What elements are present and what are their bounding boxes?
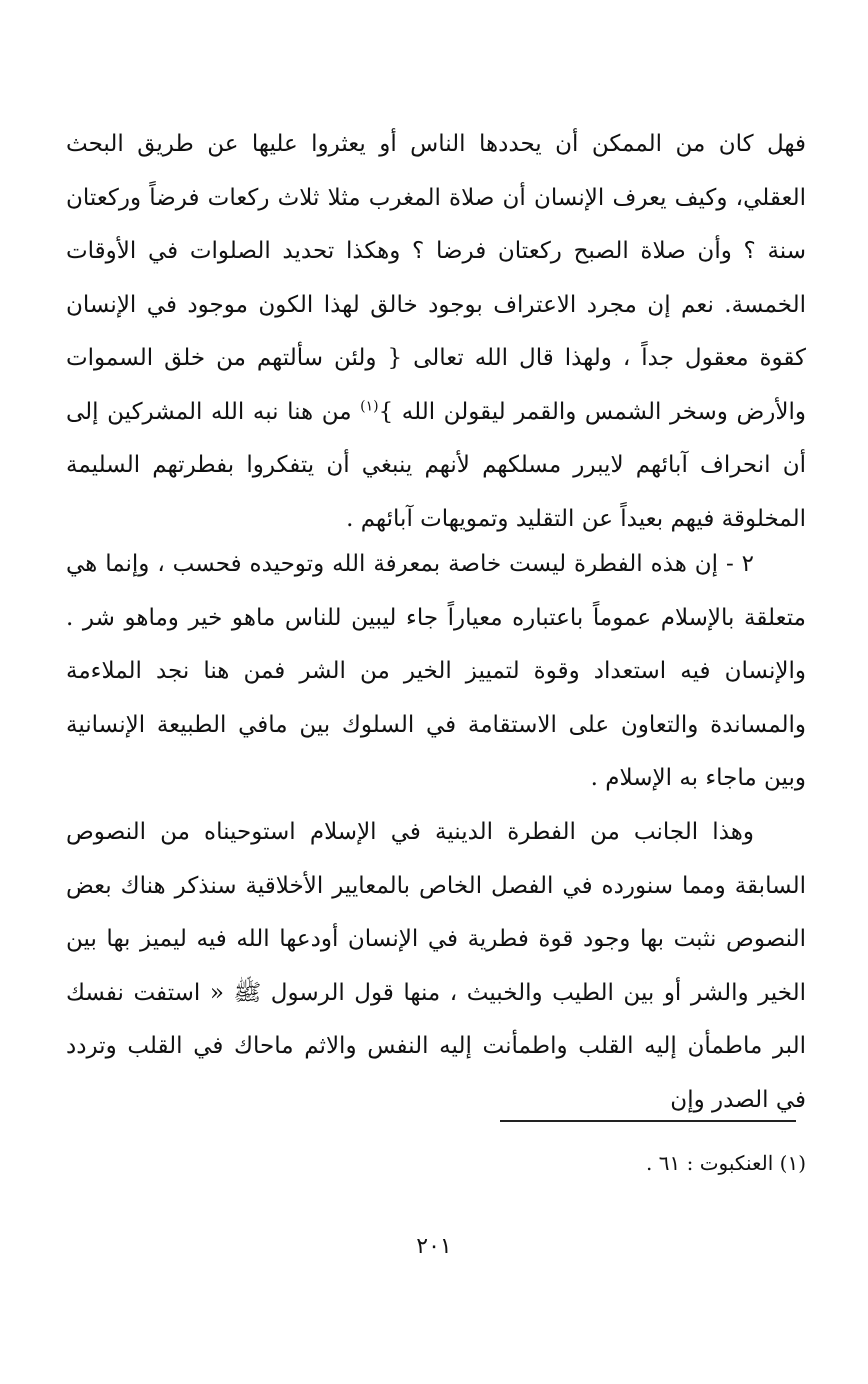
footnote: (١) العنكبوت : ٦١ . bbox=[646, 1151, 806, 1175]
paragraph-3 bbox=[66, 806, 806, 1127]
paragraph-1-text: فهل كان من الممكن أن يحددها الناس أو يعثروا عليها عن طريق البحث العقلي، وكيف يعرف الإنسان أن صلاة المغرب مثلا ثلاث ركعات فرضاً وركعتان سنة ؟ وأن صلاة الصبح ركعتان فرضا ؟ وهكذا تحديد الصلوات في الأوقات الخمسة. نعم إن مجرد الاعتراف بوجود خالق لهذا الكون موجود في الإنسان كقوة معقول جداً ، ولهذا قال الله تعالى { ولئن سألتهم من خلق السموات والأرض وسخر الشمس والقمر ليقولن الله } bbox=[66, 131, 806, 425]
paragraph-1-tail: من هنا نبه الله المشركين إلى أن انحراف آبائهم لايبرر مسلكهم لأنهم ينبغي أن يتفكروا بفطرتهم السليمة المخلوقة فيهم بعيداً عن التقليد وتمويهات آبائهم . bbox=[66, 398, 806, 532]
paragraph-2 bbox=[66, 538, 806, 806]
page-number: ٢٠١ bbox=[416, 1234, 452, 1259]
paragraph-3-text: وهذا الجانب من الفطرة الدينية في الإسلام استوحيناه من النصوص السابقة ومما سنورده في الفصل الخاص بالمعايير الأخلاقية سنذكر هناك بعض النصوص نثبت بها وجود قوة فطرية في الإنسان أودعها الله فيه ليميز بها بين الخير والشر أو بين الطيب والخبيث ، منها قول الرسول ﷺ « استفت نفسك البر ماطمأن إليه القلب واطمأنت إليه النفس والاثم ماحاك في القلب وتردد في الصدر وإن bbox=[66, 819, 806, 1113]
paragraph-1 bbox=[66, 118, 806, 546]
footnote-reference: (١) bbox=[360, 397, 379, 414]
footnote-separator bbox=[500, 1120, 796, 1122]
paragraph-2-text: ٢ - إن هذه الفطرة ليست خاصة بمعرفة الله وتوحيده فحسب ، وإنما هي متعلقة بالإسلام عموماً باعتباره معياراً جاء ليبين للناس ماهو خير وماهو شر . والإنسان فيه استعداد وقوة لتمييز الخير من الشر فمن هنا نجد الملاءمة والمساندة والتعاون على الاستقامة في السلوك بين مافي الطبيعة الإنسانية وبين ماجاء به الإسلام . bbox=[66, 551, 806, 791]
